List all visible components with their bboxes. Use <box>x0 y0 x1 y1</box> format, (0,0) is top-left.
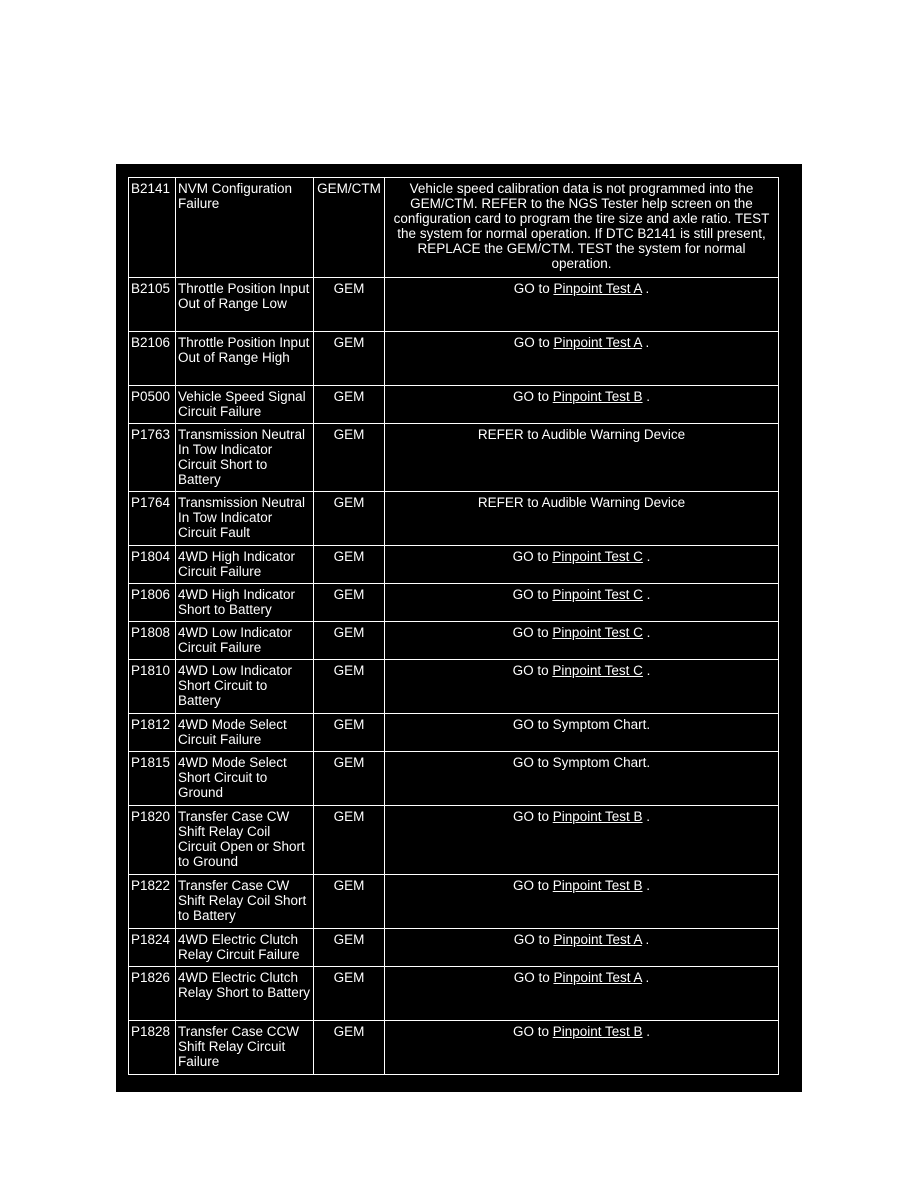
action-text-suffix: . <box>641 932 650 947</box>
dtc-description-cell: 4WD Electric Clutch Relay Short to Battery <box>176 967 314 1021</box>
action-text-suffix: . <box>641 281 650 296</box>
action-text-suffix: . <box>642 809 651 824</box>
table-row <box>128 424 779 492</box>
pinpoint-test-link[interactable]: Pinpoint Test B <box>552 809 643 824</box>
dtc-module-cell: GEM <box>314 875 385 929</box>
dtc-code-cell: P1764 <box>128 492 176 546</box>
table-row <box>128 875 779 929</box>
pinpoint-test-link[interactable]: Pinpoint Test A <box>553 970 642 985</box>
dtc-module-cell: GEM <box>314 1021 385 1075</box>
action-text: GO to <box>513 932 554 947</box>
dtc-action-cell <box>385 806 779 875</box>
dtc-action-cell <box>385 278 779 332</box>
action-text: GO to Symptom Chart. <box>512 755 651 770</box>
dtc-description-cell: NVM Configuration Failure <box>176 177 314 278</box>
table-row <box>128 332 779 386</box>
dtc-module-cell: GEM <box>314 492 385 546</box>
dtc-module-cell: GEM <box>314 622 385 660</box>
dtc-table-panel <box>116 164 802 1092</box>
dtc-action-cell <box>385 546 779 584</box>
action-text: GO to <box>513 335 554 350</box>
dtc-action-cell <box>385 967 779 1021</box>
dtc-code-cell: P1826 <box>128 967 176 1021</box>
action-text: GO to <box>512 809 553 824</box>
dtc-module-cell: GEM <box>314 929 385 967</box>
dtc-action-cell <box>385 424 779 492</box>
table-row <box>128 714 779 752</box>
table-row <box>128 546 779 584</box>
dtc-description-cell: 4WD Electric Clutch Relay Circuit Failure <box>176 929 314 967</box>
action-text: GO to <box>512 389 553 404</box>
dtc-action-cell <box>385 177 779 278</box>
action-text-suffix: . <box>642 587 651 602</box>
dtc-module-cell: GEM <box>314 278 385 332</box>
dtc-table-body <box>128 177 779 1075</box>
action-text-suffix: . <box>642 663 651 678</box>
dtc-description-cell: 4WD Mode Select Circuit Failure <box>176 714 314 752</box>
action-text-suffix: . <box>642 549 651 564</box>
action-text: GO to <box>512 878 553 893</box>
dtc-module-cell: GEM <box>314 424 385 492</box>
dtc-action-cell <box>385 875 779 929</box>
dtc-module-cell: GEM <box>314 967 385 1021</box>
dtc-module-cell: GEM <box>314 332 385 386</box>
dtc-action-cell <box>385 752 779 806</box>
dtc-module-cell: GEM <box>314 584 385 622</box>
dtc-action-cell <box>385 660 779 714</box>
dtc-description-cell: Vehicle Speed Signal Circuit Failure <box>176 386 314 424</box>
action-text-suffix: . <box>642 625 651 640</box>
dtc-code-cell: P1824 <box>128 929 176 967</box>
action-text: REFER to Audible Warning Device <box>477 495 686 510</box>
table-row <box>128 386 779 424</box>
dtc-table <box>128 177 779 1075</box>
dtc-module-cell: GEM <box>314 752 385 806</box>
dtc-description-cell: Throttle Position Input Out of Range Low <box>176 278 314 332</box>
pinpoint-test-link[interactable]: Pinpoint Test B <box>552 389 643 404</box>
pinpoint-test-link[interactable]: Pinpoint Test C <box>552 663 643 678</box>
table-row <box>128 929 779 967</box>
dtc-description-cell: Transfer Case CW Shift Relay Coil Short to Battery <box>176 875 314 929</box>
action-text: Vehicle speed calibration data is not programmed into the GEM/CTM. REFER to the NGS Tester help screen on the configuration card to program the tire size and axle ratio. TEST the system for normal operation. If DTC B2141 is still present, REPLACE the GEM/CTM. TEST the system for normal operation. <box>393 181 770 271</box>
dtc-description-cell: 4WD Mode Select Short Circuit to Ground <box>176 752 314 806</box>
dtc-action-cell <box>385 714 779 752</box>
pinpoint-test-link[interactable]: Pinpoint Test A <box>553 335 642 350</box>
dtc-code-cell: P1808 <box>128 622 176 660</box>
table-row <box>128 660 779 714</box>
action-text: GO to <box>513 281 554 296</box>
dtc-code-cell: P1815 <box>128 752 176 806</box>
pinpoint-test-link[interactable]: Pinpoint Test A <box>553 281 642 296</box>
dtc-code-cell: P1804 <box>128 546 176 584</box>
dtc-description-cell: 4WD Low Indicator Circuit Failure <box>176 622 314 660</box>
action-text-suffix: . <box>642 1024 651 1039</box>
dtc-action-cell <box>385 622 779 660</box>
dtc-description-cell: Throttle Position Input Out of Range High <box>176 332 314 386</box>
dtc-description-cell: Transmission Neutral In Tow Indicator Circuit Fault <box>176 492 314 546</box>
dtc-code-cell: B2105 <box>128 278 176 332</box>
action-text-suffix: . <box>642 878 651 893</box>
table-row <box>128 584 779 622</box>
dtc-description-cell: Transfer Case CCW Shift Relay Circuit Failure <box>176 1021 314 1075</box>
dtc-module-cell: GEM <box>314 546 385 584</box>
table-row <box>128 1021 779 1075</box>
dtc-module-cell: GEM <box>314 386 385 424</box>
dtc-module-cell: GEM/CTM <box>314 177 385 278</box>
table-row <box>128 622 779 660</box>
action-text: GO to <box>512 625 553 640</box>
action-text: GO to <box>512 663 553 678</box>
dtc-code-cell: P1820 <box>128 806 176 875</box>
dtc-action-cell <box>385 386 779 424</box>
table-row <box>128 752 779 806</box>
action-text: GO to <box>512 549 553 564</box>
dtc-module-cell: GEM <box>314 806 385 875</box>
dtc-code-cell: B2141 <box>128 177 176 278</box>
dtc-module-cell: GEM <box>314 660 385 714</box>
dtc-code-cell: P1806 <box>128 584 176 622</box>
table-row <box>128 177 779 278</box>
table-row <box>128 278 779 332</box>
pinpoint-test-link[interactable]: Pinpoint Test B <box>552 878 643 893</box>
action-text: GO to Symptom Chart. <box>512 717 651 732</box>
action-text: REFER to Audible Warning Device <box>477 427 686 442</box>
dtc-description-cell: 4WD Low Indicator Short Circuit to Battery <box>176 660 314 714</box>
action-text-suffix: . <box>641 970 650 985</box>
dtc-action-cell <box>385 492 779 546</box>
dtc-description-cell: 4WD High Indicator Circuit Failure <box>176 546 314 584</box>
action-text-suffix: . <box>641 335 650 350</box>
pinpoint-test-link[interactable]: Pinpoint Test C <box>552 625 643 640</box>
dtc-code-cell: P1763 <box>128 424 176 492</box>
dtc-action-cell <box>385 332 779 386</box>
dtc-action-cell <box>385 929 779 967</box>
dtc-action-cell <box>385 584 779 622</box>
dtc-description-cell: Transfer Case CW Shift Relay Coil Circuit Open or Short to Ground <box>176 806 314 875</box>
dtc-code-cell: B2106 <box>128 332 176 386</box>
pinpoint-test-link[interactable]: Pinpoint Test A <box>553 932 642 947</box>
table-row <box>128 967 779 1021</box>
dtc-code-cell: P1810 <box>128 660 176 714</box>
action-text-suffix: . <box>642 389 651 404</box>
dtc-module-cell: GEM <box>314 714 385 752</box>
pinpoint-test-link[interactable]: Pinpoint Test C <box>552 549 643 564</box>
dtc-code-cell: P1812 <box>128 714 176 752</box>
dtc-code-cell: P1822 <box>128 875 176 929</box>
table-row <box>128 806 779 875</box>
dtc-code-cell: P1828 <box>128 1021 176 1075</box>
dtc-code-cell: P0500 <box>128 386 176 424</box>
dtc-description-cell: Transmission Neutral In Tow Indicator Circuit Short to Battery <box>176 424 314 492</box>
dtc-description-cell: 4WD High Indicator Short to Battery <box>176 584 314 622</box>
action-text: GO to <box>512 1024 553 1039</box>
pinpoint-test-link[interactable]: Pinpoint Test B <box>552 1024 643 1039</box>
action-text: GO to <box>512 587 553 602</box>
table-row <box>128 492 779 546</box>
action-text: GO to <box>513 970 554 985</box>
dtc-action-cell <box>385 1021 779 1075</box>
pinpoint-test-link[interactable]: Pinpoint Test C <box>552 587 643 602</box>
